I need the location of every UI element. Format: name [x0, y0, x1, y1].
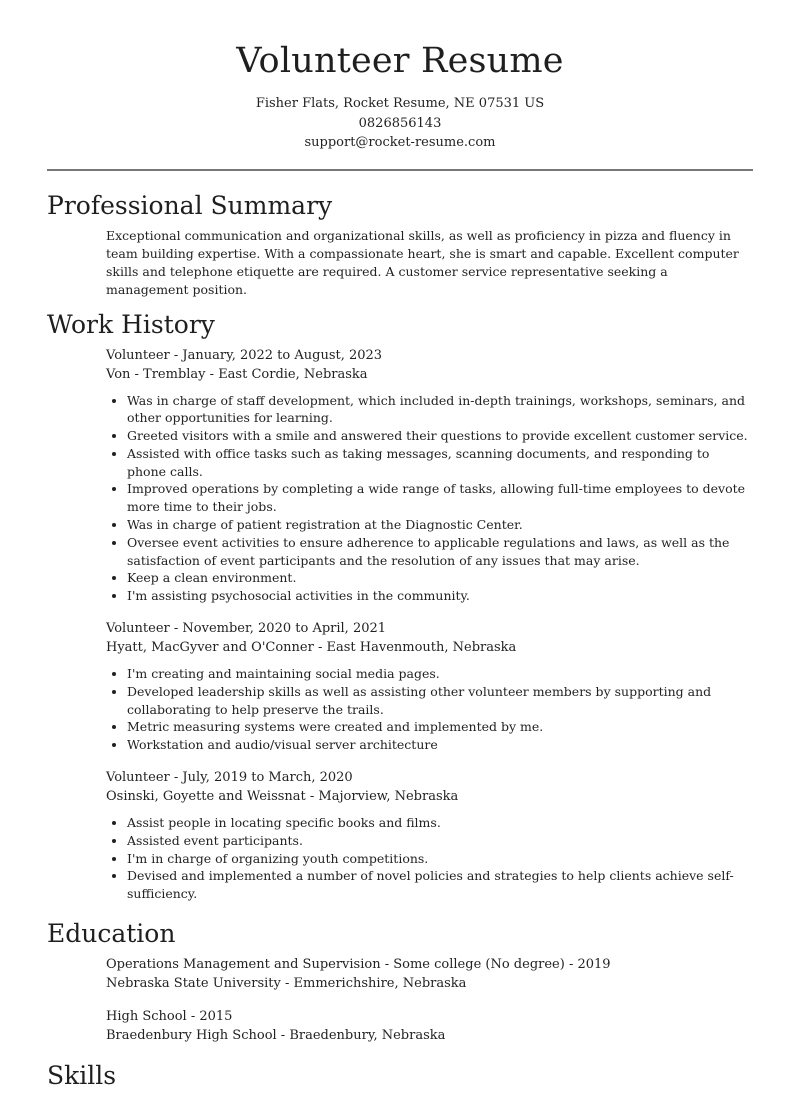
resume-title: Volunteer Resume — [236, 41, 564, 81]
duty-item: • Assist people in locating specific books and films. — [127, 814, 752, 832]
phone: 0826856143 — [358, 115, 442, 131]
section-heading-skills: Skills — [47, 1061, 117, 1091]
job-title-dates: Volunteer - January, 2022 to August, 2023 — [106, 347, 383, 363]
education-list — [106, 955, 752, 1045]
contact-info — [0, 94, 800, 153]
education-entry — [106, 1007, 752, 1045]
degree-line: Operations Management and Supervision - Some college (No degree) - 2019 — [106, 957, 611, 973]
job-employer-location: Von - Tremblay - East Cordie, Nebraska — [106, 366, 368, 382]
duty-item: • Oversee event activities to ensure adherence to applicable regulations and laws, as well as the satisfaction of event participants and the resolution of any issues that may arise. — [127, 534, 752, 570]
duty-item: • Assisted with office tasks such as taking messages, scanning documents, and responding to phone calls. — [127, 445, 752, 481]
duty-item: • I'm in charge of organizing youth competitions. — [127, 850, 752, 868]
job-entry — [106, 346, 752, 606]
summary-text: Exceptional communication and organizational skills, as well as proficiency in pizza and fluency in team building expertise. With a compassionate heart, she is smart and capable. Excellent computer skills and telephone etiquette are required. A customer service representative seeking a management position. — [106, 227, 739, 297]
job-duties — [106, 392, 752, 606]
email: support@rocket-resume.com — [304, 135, 496, 150]
skills-section — [0, 1059, 800, 1093]
duty-item: • Greeted visitors with a smile and answered their questions to provide excellent customer service. — [127, 427, 752, 445]
duty-item: • I'm assisting psychosocial activities in the community. — [127, 587, 752, 605]
duty-item: • Developed leadership skills as well as assisting other volunteer members by supporting and collaborating to help preserve the trails. — [127, 683, 752, 719]
duty-item: • Was in charge of staff development, which included in-depth trainings, workshops, seminars, and other opportunities for learning. — [127, 392, 752, 428]
work-history-section — [0, 308, 800, 904]
section-heading-education: Education — [47, 919, 176, 949]
duty-item: • Workstation and audio/visual server architecture — [127, 736, 752, 754]
duty-item: • Assisted event participants. — [127, 832, 752, 850]
professional-summary-section — [0, 189, 800, 299]
duty-item: • Was in charge of patient registration at the Diagnostic Center. — [127, 516, 752, 534]
job-duties — [106, 814, 752, 903]
work-history-list — [106, 346, 752, 904]
job-employer-location: Hyatt, MacGyver and O'Conner - East Havenmouth, Nebraska — [106, 640, 517, 656]
duty-item: • Keep a clean environment. — [127, 569, 752, 587]
duty-item: • Improved operations by completing a wide range of tasks, allowing full-time employees to devote more time to their jobs. — [127, 480, 752, 516]
header-divider — [47, 169, 753, 171]
job-entry — [106, 768, 752, 903]
job-title-dates: Volunteer - July, 2019 to March, 2020 — [106, 770, 353, 786]
job-duties — [106, 665, 752, 754]
job-entry — [106, 619, 752, 754]
section-heading-summary: Professional Summary — [47, 190, 333, 220]
job-employer-location: Osinski, Goyette and Weissnat - Majorview, Nebraska — [106, 789, 459, 805]
degree-line: High School - 2015 — [106, 1009, 233, 1025]
duty-item: • I'm creating and maintaining social media pages. — [127, 665, 752, 683]
job-title-dates: Volunteer - November, 2020 to April, 2021 — [106, 621, 387, 637]
education-entry — [106, 955, 752, 993]
duty-item: • Devised and implemented a number of novel policies and strategies to help clients achieve self-sufficiency. — [127, 867, 752, 903]
address: Fisher Flats, Rocket Resume, NE 07531 US — [255, 96, 545, 111]
education-section — [0, 917, 800, 1045]
section-heading-work-history: Work History — [47, 309, 215, 339]
school-line: Braedenbury High School - Braedenbury, Nebraska — [106, 1028, 446, 1044]
school-line: Nebraska State University - Emmerichshire, Nebraska — [106, 976, 467, 992]
resume-header — [0, 0, 800, 153]
duty-item: • Metric measuring systems were created and implemented by me. — [127, 718, 752, 736]
